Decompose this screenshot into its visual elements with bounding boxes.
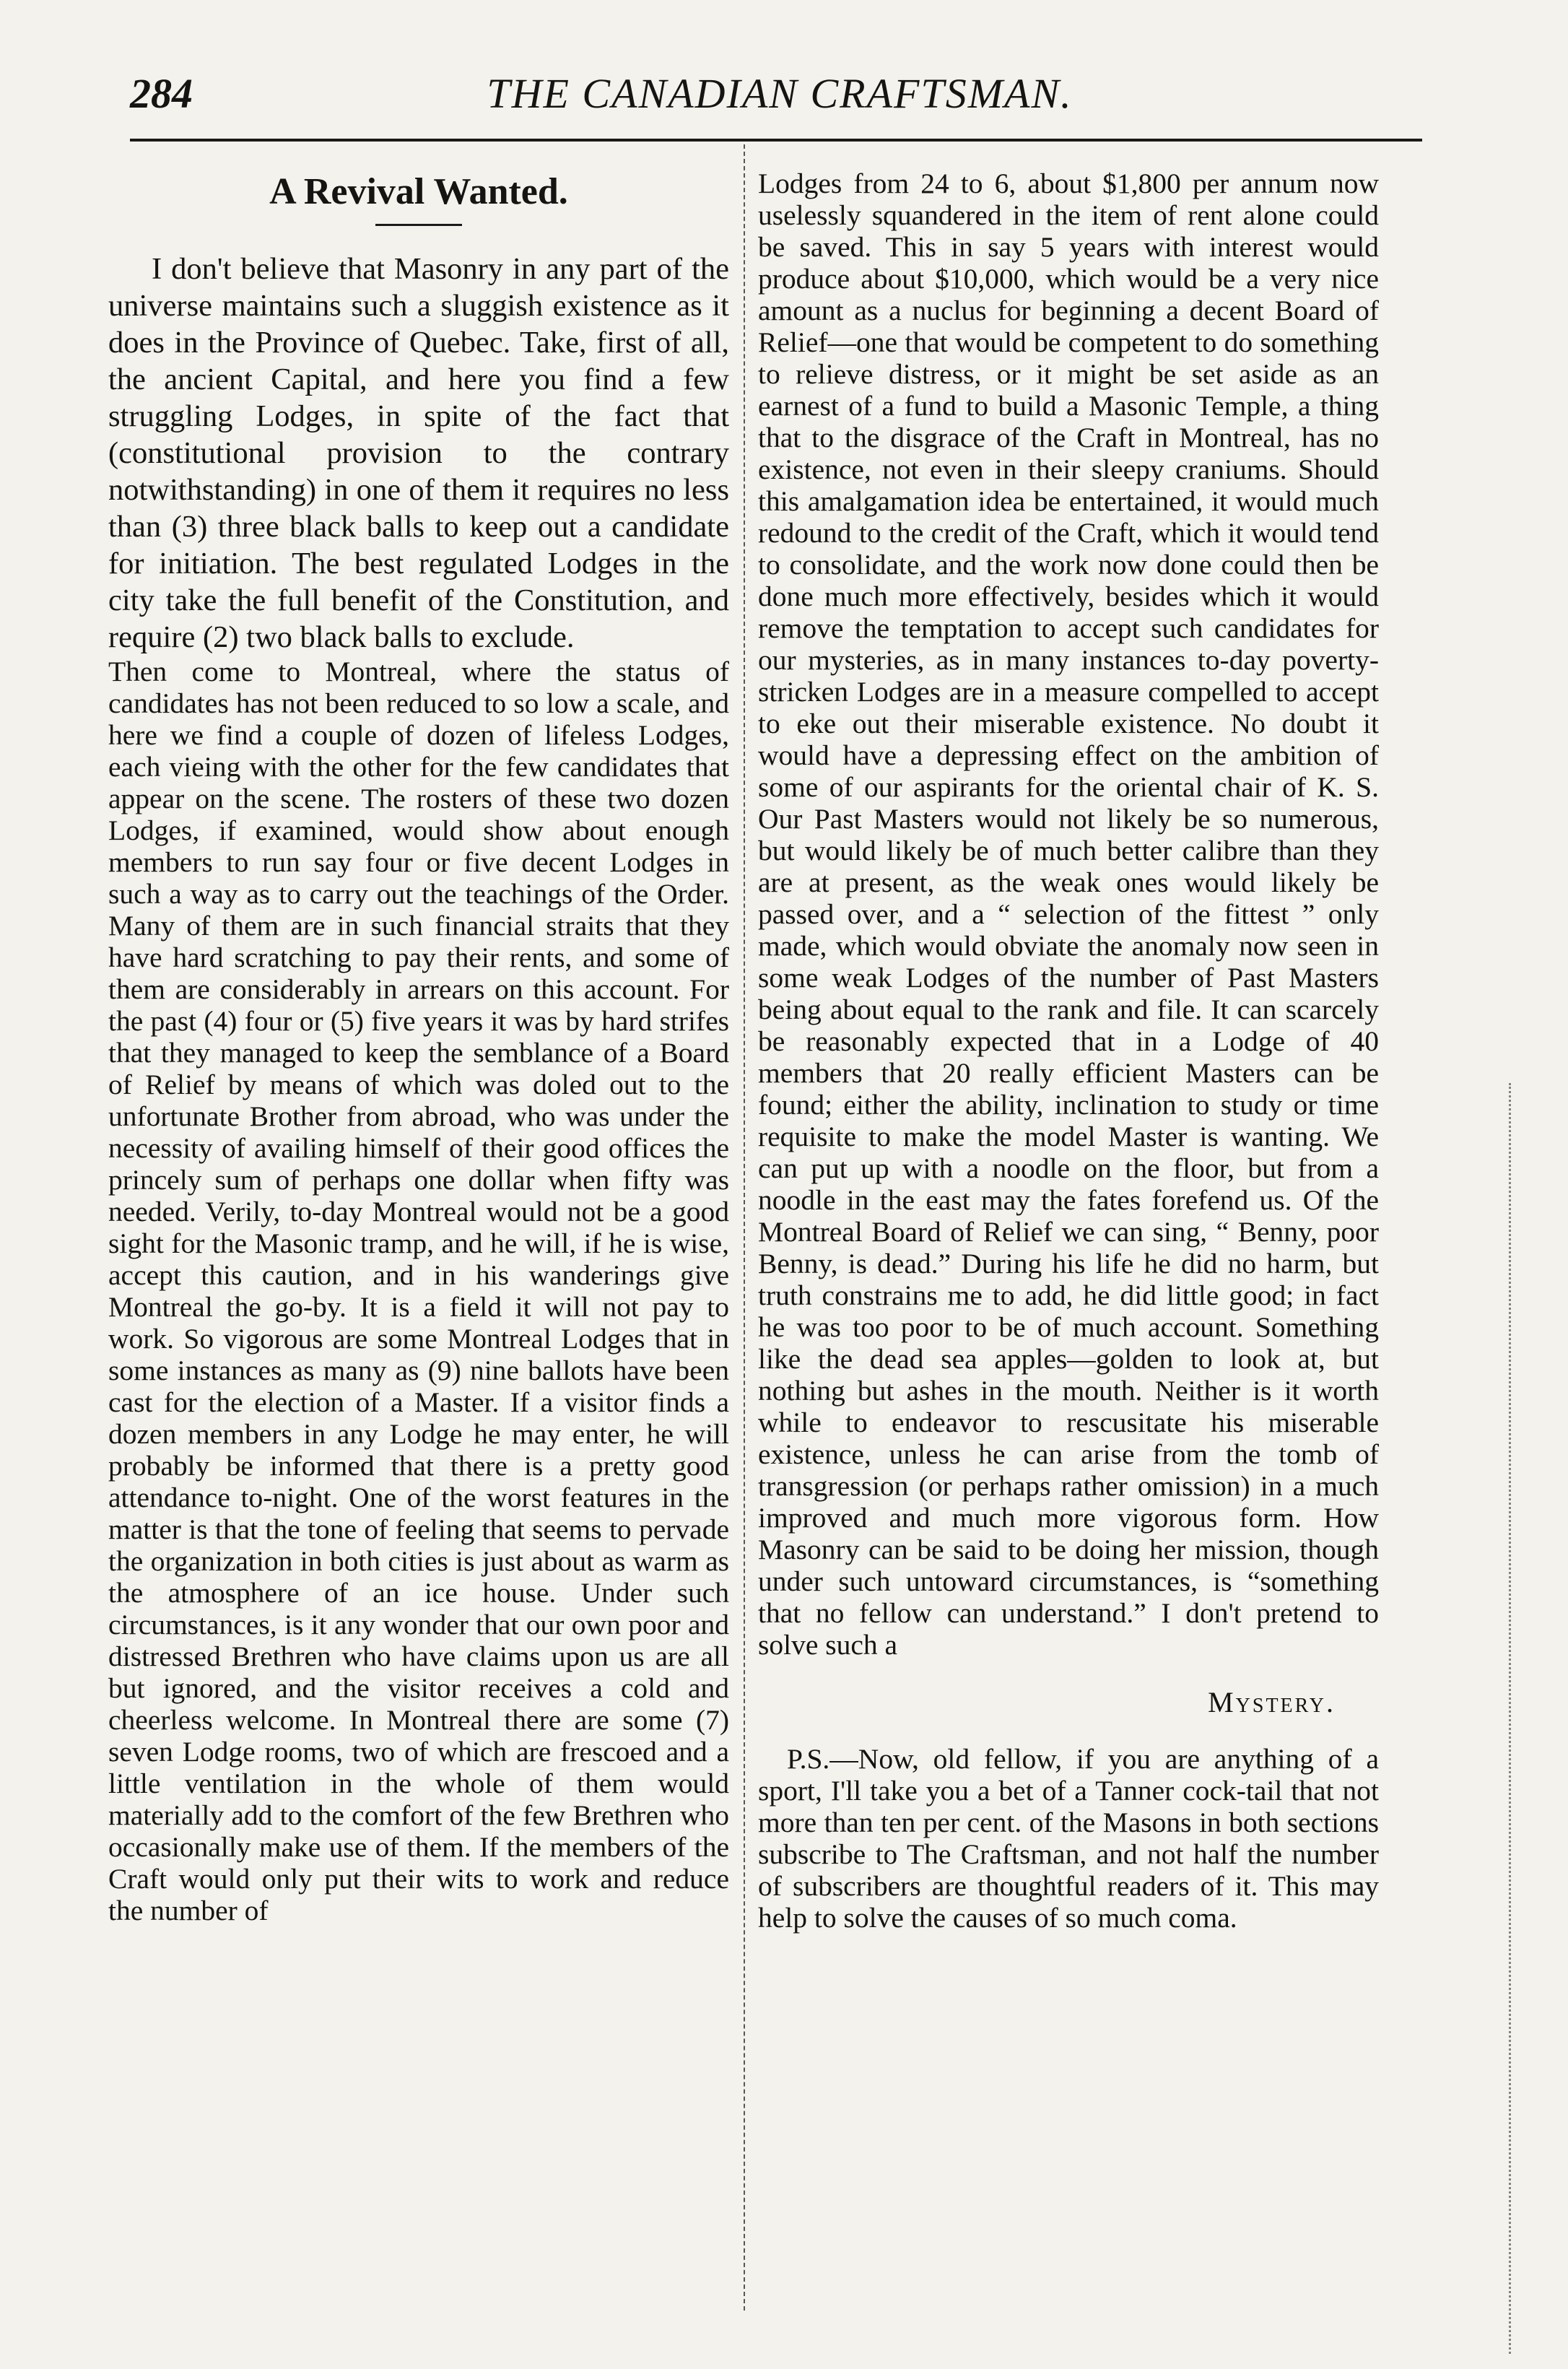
- title-rule: [375, 224, 462, 226]
- article-left-body: Then come to Montreal, where the status of candidates has not been reduced to so low a scale, and here we find a couple of dozen of lifeless Lodges, each vieing with the other for the few candidates that appear on the scene. The rosters of these two dozen Lodges, if examined, would show about enough members to run say four or five decent Lodges in such a way as to carry out the teachings of the Order. Many of them are in such financial straits that they have hard scratching to pay their rents, and some of them are considerably in arrears on this account. For the past (4) four or (5) five years it was by hard strifes that they managed to keep the semblance of a Board of Relief by means of which was doled out to the unfortunate Brother from abroad, who was under the necessity of availing himself of their good offices the princely sum of perhaps one dollar when fifty was needed. Verily, to-day Montreal would not be a good sight for the Masonic tramp, and he will, if he is wise, accept this caution, and in his wanderings give Montreal the go-by. It is a field it will not pay to work. So vigorous are some Montreal Lodges that in some instances as many as (9) nine ballots have been cast for the election of a Master. If a visitor finds a dozen members in any Lodge he may enter, he will probably be informed that there is a pretty good attendance to-night. One of the worst features in the matter is that the tone of feeling that seems to pervade the organization in both cities is just about as warm as the atmosphere of an ice house. Under such circumstances, is it any wonder that our own poor and distressed Brethren who have claims upon us are all but ignored, and the visitor receives a cold and cheerless welcome. In Montreal there are some (7) seven Lodge rooms, two of which are frescoed and a little ventilation in the whole of them would materially add to the comfort of the few Brethren who occasionally make use of them. If the members of the Craft would only put their wits to work and reduce the number of: [108, 656, 729, 1926]
- left-column: [108, 166, 729, 1926]
- article-right-body: Lodges from 24 to 6, about $1,800 per annum now uselessly squandered in the item of rent alone could be saved. This in say 5 years with interest would produce about $10,000, which would be a very nice amount as a nuclus for beginning a decent Board of Relief—one that would be competent to do something to relieve distress, or it might be set aside as an earnest of a fund to build a Masonic Temple, a thing that to the disgrace of the Craft in Montreal, has no existence, not even in their sleepy craniums. Should this amalgamation idea be entertained, it would much redound to the credit of the Craft, which it would tend to consolidate, and the work now done could then be done much more effectively, besides which it would remove the temptation to accept such candidates for our mysteries, as in many instances to-day poverty-stricken Lodges are in a measure compelled to accept to eke out their miserable existence. No doubt it would have a depressing effect on the ambition of some of our aspirants for the oriental chair of K. S. Our Past Masters would not likely be so numerous, but would likely be of much better calibre than they are at present, as the weak ones would likely be passed over, and a “ selection of the fittest ” only made, which would obviate the anomaly now seen in some weak Lodges of the number of Past Masters being about equal to the rank and file. It can scarcely be reasonably expected that in a Lodge of 40 members that 20 really efficient Masters can be found; either the ability, inclination to study or time requisite to make the model Master is wanting. We can put up with a noodle on the floor, but from a noodle in the east may the fates forefend us. Of the Montreal Board of Relief we can sing, “ Benny, poor Benny, is dead.” During his life he did no harm, but truth constrains me to add, he did little good; in fact he was too poor to be of much account. Something like the dead sea apples—golden to look at, but nothing but ashes in the mouth. Neither is it worth while to endeavor to rescusitate his miserable existence, unless he can arise from the tomb of transgression (or perhaps rather omission) in a much improved and much more vigorous form. How Masonry can be said to be doing her mission, though under such untoward circumstances, is “something that no fellow can understand.” I don't pretend to solve such a: [758, 168, 1379, 1661]
- right-column: [758, 168, 1379, 1934]
- article-title: A Revival Wanted.: [269, 171, 568, 212]
- column-divider: [744, 144, 745, 2311]
- postscript: P.S.—Now, old fellow, if you are anything of a sport, I'll take you a bet of a Tanner cock-tail that not more than ten per cent. of the Masons in both sections subscribe to The Craftsman, and not half the number of subscribers are thoughtful readers of it. This may help to solve the causes of so much coma.: [758, 1743, 1379, 1934]
- journal-title: THE CANADIAN CRAFTSMAN.: [487, 70, 1073, 117]
- article-lead-paragraph: I don't believe that Masonry in any part of the universe maintains such a sluggish existence as it does in the Province of Quebec. Take, first of all, the ancient Capital, and here you find a few struggling Lodges, in spite of the fact that (constitutional provision to the contrary notwithstanding) in one of them it requires no less than (3) three black balls to keep out a candidate for initiation. The best regulated Lodges in the city take the full benefit of the Constitution, and require (2) two black balls to exclude.: [108, 252, 729, 654]
- header-rule: [130, 139, 1422, 142]
- running-head: [130, 69, 1429, 127]
- page-number: 284: [130, 70, 193, 117]
- signature: Mystery.: [1208, 1686, 1336, 1718]
- page-edge-marks: [1509, 1083, 1533, 2354]
